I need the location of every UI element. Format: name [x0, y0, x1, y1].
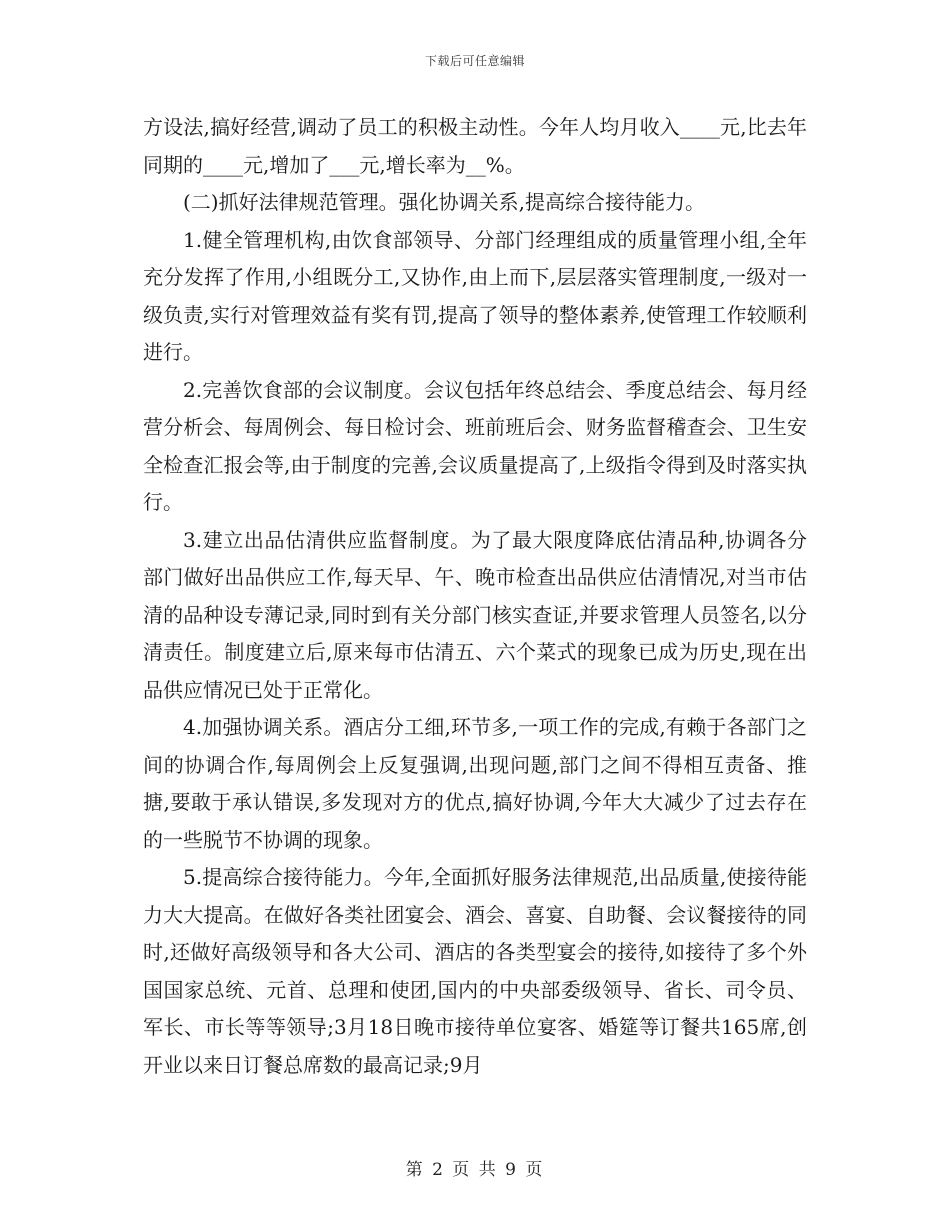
paragraph-item-3: 3.建立出品估清供应监督制度。为了最大限度降底估清品种,协调各分部门做好出品供应工作,每天早、午、晚市检查出品供应估清情况,对当市估清的品种设专薄记录,同时到有关分部门核实查证,并要求管理人员签名,以分清责任。制度建立后,原来每市估清五、六个菜式的现象已成为历史,现在出品供应情况已处于正常化。 — [143, 527, 807, 702]
page-number-footer: 第 2 页 共 9 页 — [405, 1160, 545, 1180]
paragraph-continuation: 方设法,搞好经营,调动了员工的积极主动性。今年人均月收入____元,比去年同期的____元,增加了___元,增长率为__%。 — [143, 115, 807, 177]
page-header-note: 下载后可任意编辑 — [424, 54, 525, 68]
paragraph-item-4: 4.加强协调关系。酒店分工细,环节多,一项工作的完成,有赖于各部门之间的协调合作,每周例会上反复强调,出现问题,部门之间不得相互责备、推搪,要敢于承认错误,多发现对方的优点,搞好协调,今年大大减少了过去存在的一些脱节不协调的现象。 — [143, 715, 807, 852]
document-body — [143, 109, 807, 1084]
paragraph-item-1: 1.健全管理机构,由饮食部领导、分部门经理组成的质量管理小组,全年充分发挥了作用,小组既分工,又协作,由上而下,层层落实管理制度,一级对一级负责,实行对管理效益有奖有罚,提高了领导的整体素养,使管理工作较顺利进行。 — [143, 227, 807, 364]
paragraph-item-5: 5.提高综合接待能力。今年,全面抓好服务法律规范,出品质量,使接待能力大大提高。在做好各类社团宴会、酒会、喜宴、自助餐、会议餐接待的同时,还做好高级领导和各大公司、酒店的各类型宴会的接待,如接待了多个外国国家总统、元首、总理和使团,国内的中央部委级领导、省长、司令员、军长、市长等等领导;3月18日晚市接待单位宴客、婚筵等订餐共165席,创开业以来日订餐总席数的最高记录;9月 — [143, 865, 807, 1077]
paragraph-item-2: 2.完善饮食部的会议制度。会议包括年终总结会、季度总结会、每月经营分析会、每周例会、每日检讨会、班前班后会、财务监督稽查会、卫生安全检查汇报会等,由于制度的完善,会议质量提高了,上级指令得到及时落实执行。 — [143, 377, 807, 514]
section-heading: (二)抓好法律规范管理。强化协调关系,提高综合接待能力。 — [183, 190, 705, 214]
